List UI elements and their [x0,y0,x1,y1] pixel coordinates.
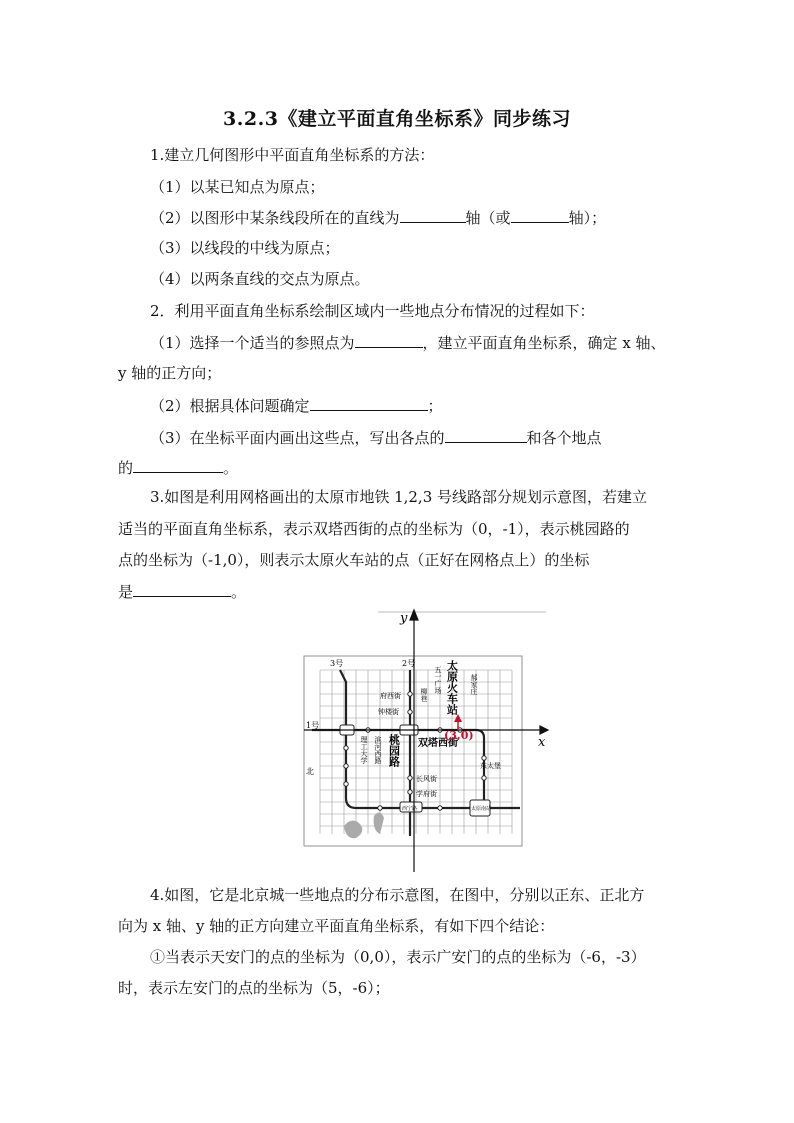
q2-blank-2[interactable] [310,394,428,411]
label-fuxijie: 府西街 [380,692,401,700]
q3-blank[interactable] [133,580,231,597]
q2-step-1: （1）选择一个适当的参照点为 ，建立平面直角坐标系，确定 x 轴、 [150,331,666,354]
line-3-label: 3号 [330,659,344,668]
q4-line-1: 4.如图，它是北京城一些地点的分布示意图，在图中，分别以正东、正北方 [150,886,645,904]
q4-line-3: ①当表示天安门的点的坐标为（0,0），表示广安门的点的坐标为（-6，-3） [150,948,646,966]
label-changfengjie: 长风街 [416,775,437,783]
metro-map-figure [300,608,550,876]
label-xuefujie: 学府街 [416,790,437,798]
q2-blank-1[interactable] [355,331,423,348]
label-haojiazhuang: 郝家庄 [470,674,478,695]
q1-item-2: （2）以图形中某条线段所在的直线为 轴（或 轴）； [150,206,606,229]
q3-line-4: 是 。 [118,580,246,603]
q3-line-3: 点的坐标为（-1,0），则表示太原火车站的点（正好在网格点上）的坐标 [118,551,590,569]
label-jingjin: 西宁路 [402,806,418,812]
label-liuxiang: 柳巷 [420,688,428,702]
label-ligongdaxue: 理工大学 [360,736,368,764]
q2-step-3: （3）在坐标平面内画出这些点，写出各点的 和各个地点 [150,426,602,449]
q1-blank-1[interactable] [400,206,466,223]
q2-step-3-cont: 的 。 [118,456,238,479]
q2-blank-3[interactable] [445,426,527,443]
north-label: 北 [306,767,314,776]
q2-blank-4[interactable] [133,456,223,473]
label-zhongloujie: 钟楼街 [378,708,399,716]
q1-item-1: （1）以某已知点为原点； [150,178,325,196]
q1-intro: 1.建立几何图形中平面直角坐标系的方法： [150,146,435,164]
label-dongtaibao: 东太堡 [480,762,501,770]
q1-item-4: （4）以两条直线的交点为原点。 [150,270,370,288]
page-title: 3.2.3《建立平面直角坐标系》同步练习 [223,108,571,130]
q4-line-4: 时，表示左安门的点的坐标为（5，-6）； [118,979,390,997]
label-taoyuanlu: 桃园路 [387,734,401,767]
label-nanzhan: 太原南站 [471,806,492,812]
station-coordinate: (3,0) [444,729,474,742]
q1-item-3: （3）以线段的中线为原点； [150,239,340,257]
label-shuangtaxijie: 双塔西街 [418,738,458,749]
label-wuyiguangchang: 五一广场 [434,666,442,694]
q2-intro: 2．利用平面直角坐标系绘制区域内一些地点分布情况的过程如下： [150,302,595,320]
q3-line-2: 适当的平面直角坐标系，表示双塔西街的点的坐标为（0，-1），表示桃园路的 [118,520,630,538]
q2-step-1-cont: y 轴的正方向； [118,364,222,382]
label-station-main: 太原火车站 [445,660,459,715]
q1-blank-2[interactable] [511,206,569,223]
label-binhexilu: 滨河西路 [374,736,382,764]
y-axis-label: y [400,611,408,626]
x-axis-label: x [538,735,546,750]
q3-line-1: 3.如图是利用网格画出的太原市地铁 1,2,3 号线路部分规划示意图，若建立 [150,488,648,506]
line-2-label: 2号 [402,659,416,668]
q4-line-2: 向为 x 轴、y 轴的正方向建立平面直角坐标系，有如下四个结论： [118,917,555,935]
line-1-label: 1号 [306,721,320,730]
q2-step-2: （2）根据具体问题确定 ； [150,394,443,417]
